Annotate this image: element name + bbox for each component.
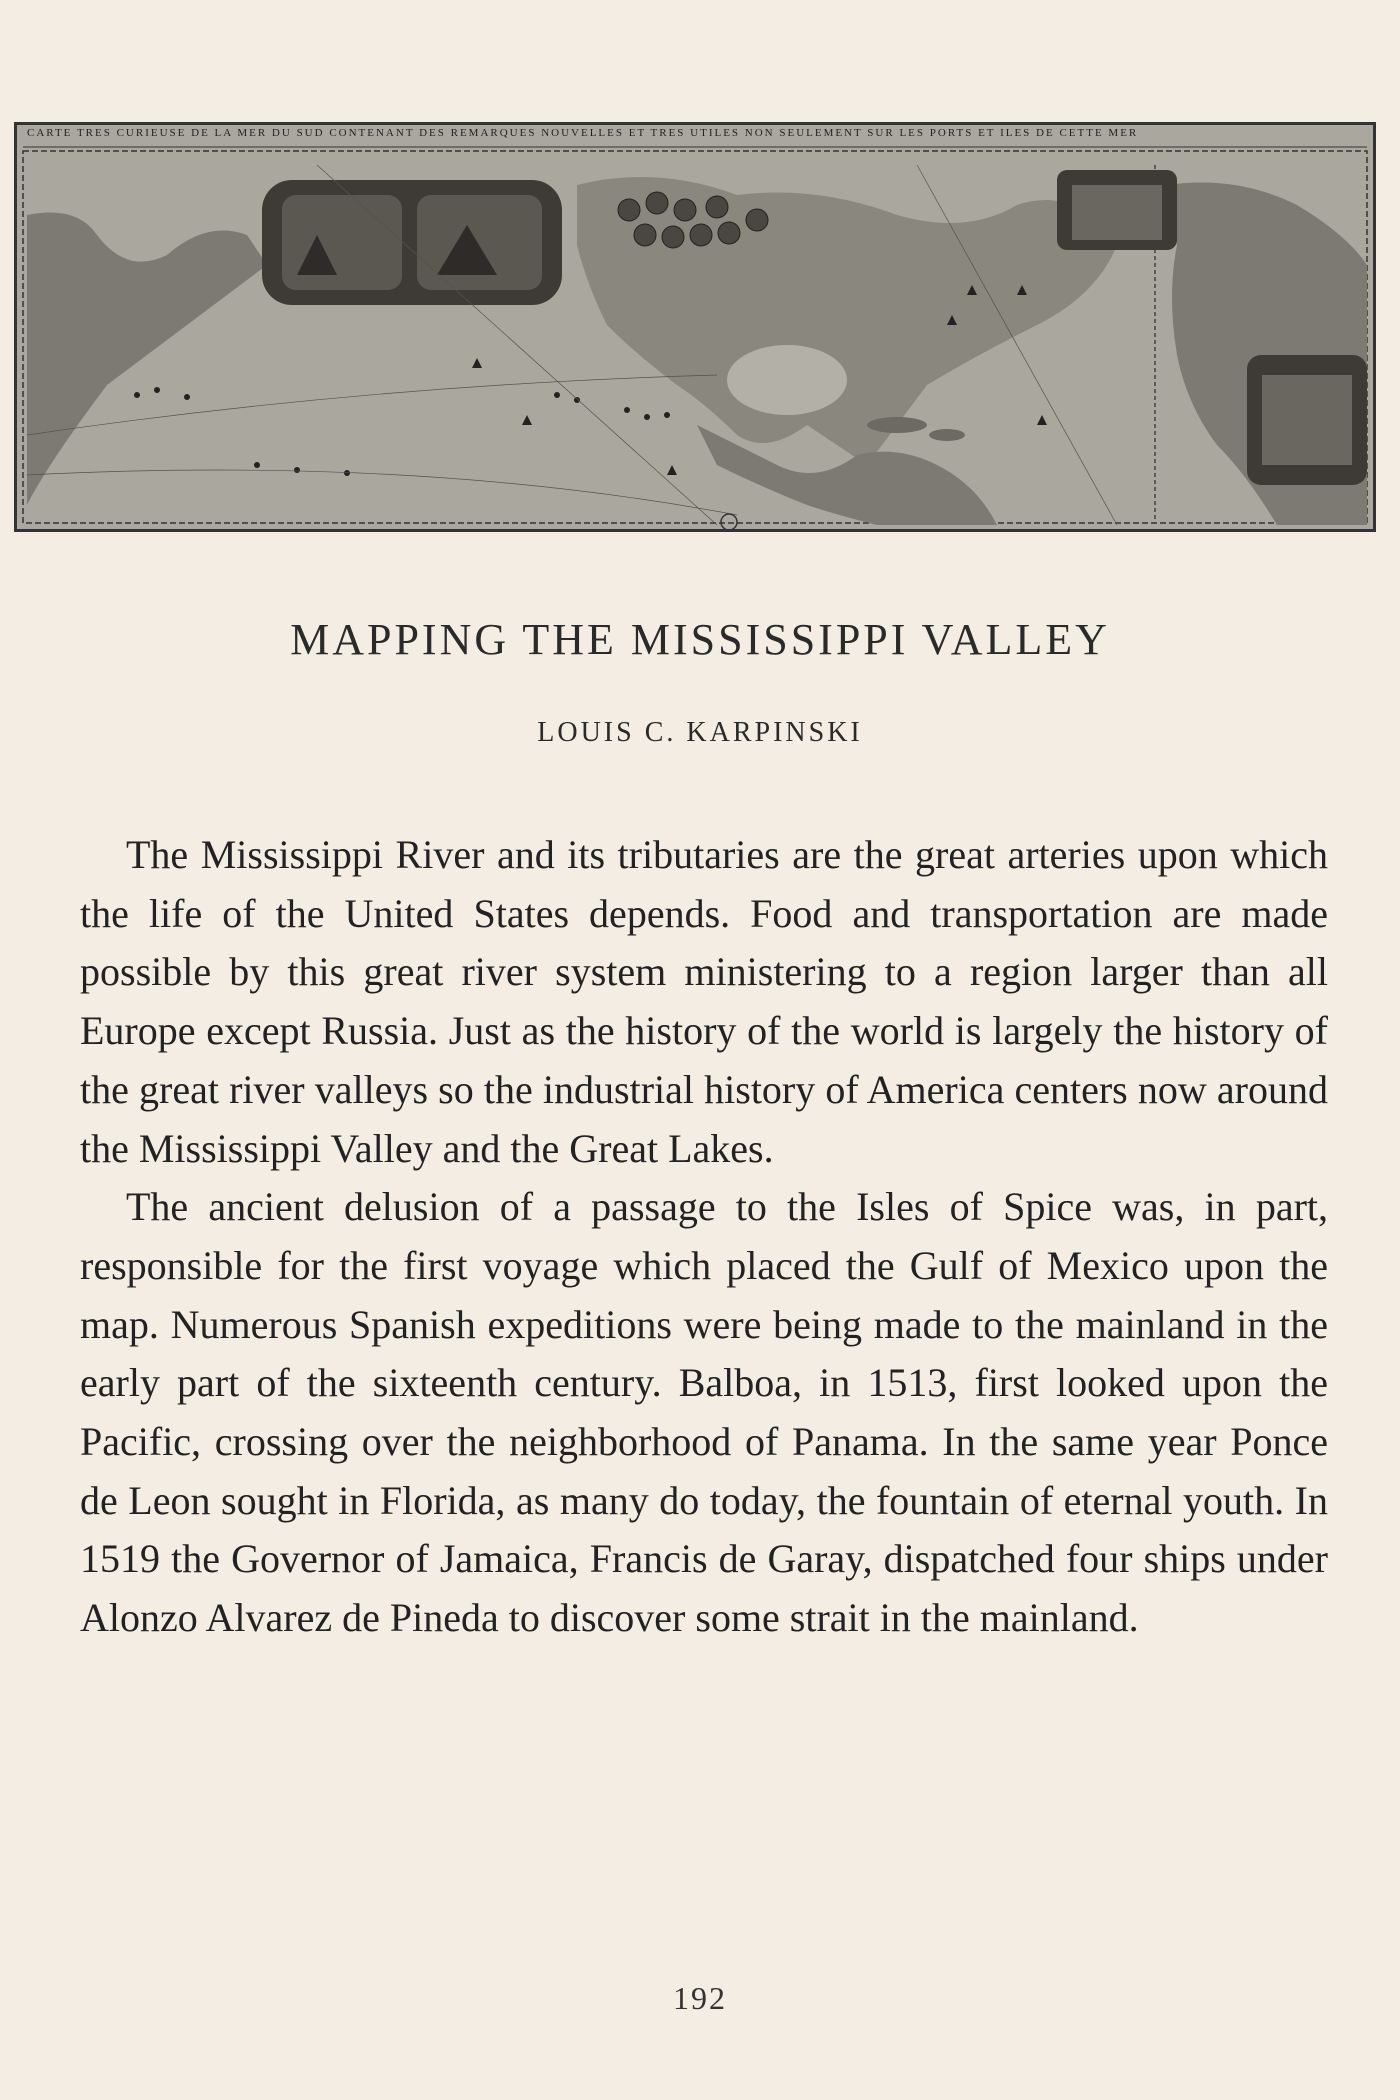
article-author: LOUIS C. KARPINSKI [537,717,863,748]
paragraph: The ancient delusion of a passage to the Isles of Spice was, in part, responsible for the first voyage which placed the Gulf of Mexico upon the map. Numerous Spanish expeditions were being made to the mainland in the early part of the sixteenth century. Balboa, in 1513, first looked upon the Pacific, crossing over the neighborhood of Panama. In the same year Ponce de Leon sought in Florida, as many do today, the fountain of eternal youth. In 1519 the Governor of Jamaica, Francis de Garay, dispatched four ships under Alonzo Alvarez de Pineda to discover some strait in the mainland. [80,1184,1328,1641]
map-illustration [14,122,1376,532]
page-number: 192 [673,1980,727,2016]
map-drawing [17,125,1373,529]
map-caption: CARTE TRES CURIEUSE DE LA MER DU SUD CONTENANT DES REMARQUES NOUVELLES ET TRES UTILES NON SEULEMENT SUR LES PORTS ET ILES DE CETTE MER [27,127,1139,139]
paragraph: The Mississippi River and its tributaries are the great arteries upon which the life of the United States depends. Food and transportation are made possible by this great river system ministering to a region larger than all Europe except Russia. Just as the history of the world is largely the history of the great river valleys so the industrial history of America centers now around the Mississippi Valley and the Great Lakes. [80,832,1328,1171]
article-title: MAPPING THE MISSISSIPPI VALLEY [290,615,1110,664]
article-body [80,826,1328,1648]
